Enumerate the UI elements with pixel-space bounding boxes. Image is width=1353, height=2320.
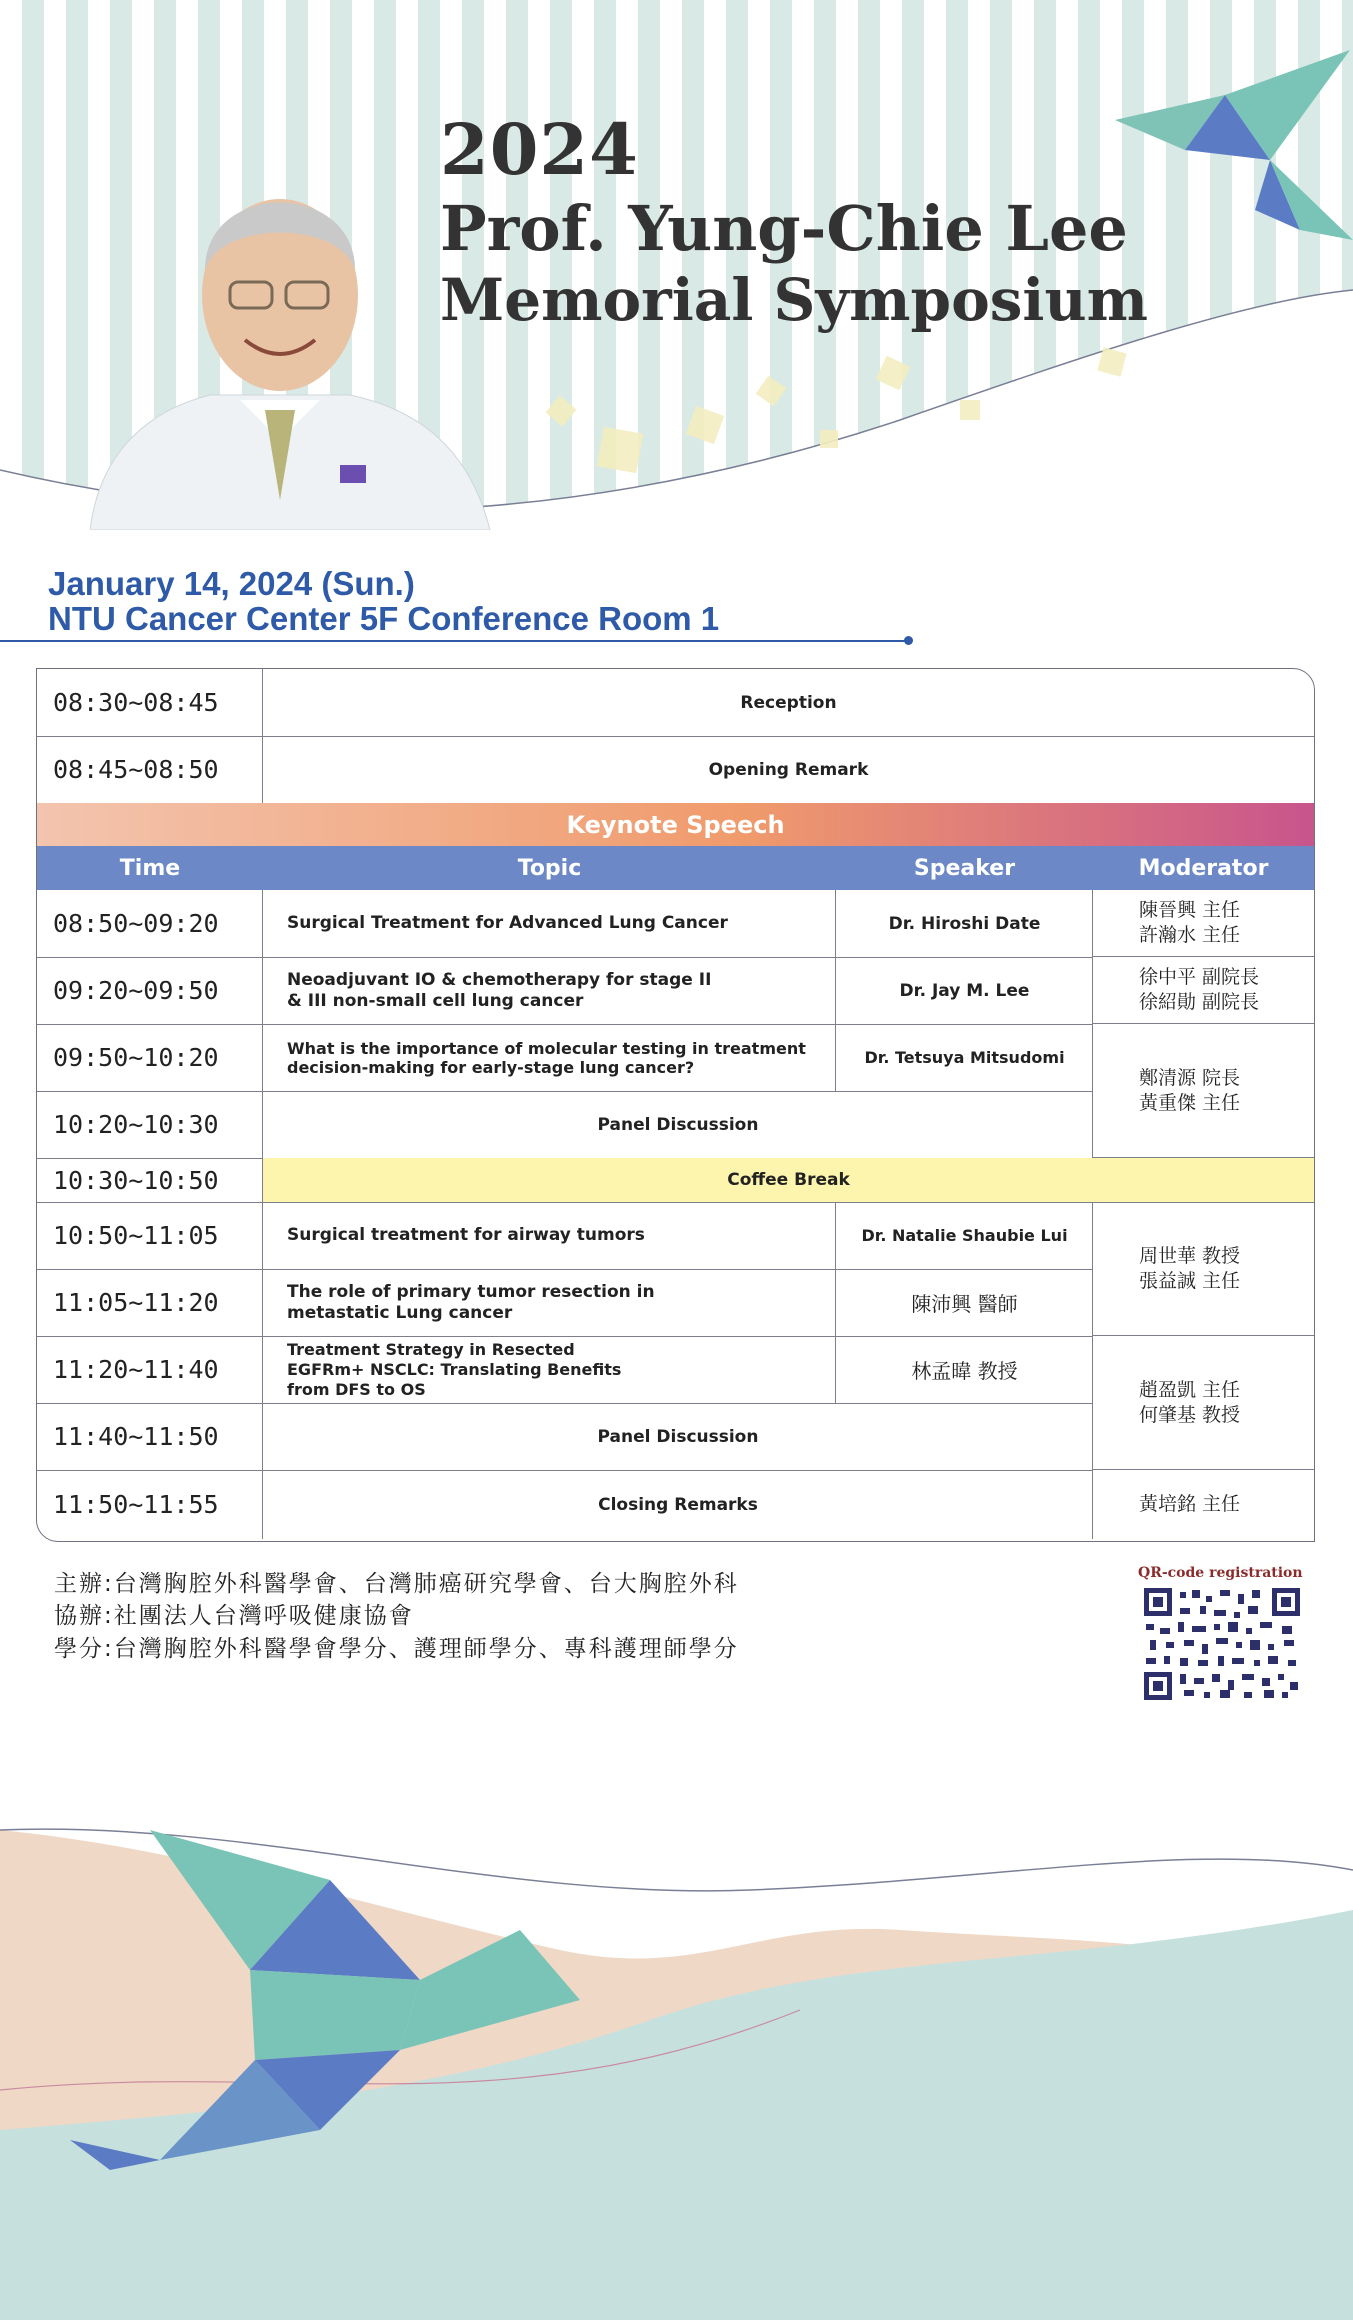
co-organizer-text: 協辦:社團法人台灣呼吸健康協會	[54, 1603, 414, 1629]
header-topic: Topic	[517, 855, 582, 881]
moderator-name: 徐紹勛 副院長	[1139, 991, 1260, 1013]
topic-cell: Surgical treatment for airway tumors	[263, 1202, 836, 1269]
reception-label: Reception	[740, 692, 837, 713]
table-row	[37, 890, 1093, 958]
table-row	[37, 1403, 1093, 1471]
time-cell: 10:30~10:50	[37, 1158, 263, 1202]
time-cell: 08:45~08:50	[37, 736, 263, 803]
time-cell: 08:50~09:20	[37, 890, 263, 957]
table-row	[37, 1336, 1093, 1404]
keynote-banner: Keynote Speech	[37, 803, 1314, 846]
panel-discussion: Panel Discussion	[597, 1426, 759, 1447]
moderator-cell	[1093, 1024, 1314, 1158]
time-cell: 09:20~09:50	[37, 957, 263, 1024]
time-cell: 09:50~10:20	[37, 1024, 263, 1091]
schedule-table	[36, 668, 1315, 1542]
table-header	[37, 846, 1314, 890]
title-name: Prof. Yung-Chie Lee	[440, 192, 1128, 265]
date-divider	[0, 640, 910, 642]
event-date: January 14, 2024 (Sun.)	[48, 565, 415, 602]
time-cell: 11:05~11:20	[37, 1269, 263, 1336]
topic-cell: Surgical Treatment for Advanced Lung Cancer	[263, 890, 836, 957]
table-row	[37, 1470, 1093, 1539]
table-row	[37, 1091, 1093, 1159]
moderator-name: 張益誠 主任	[1139, 1269, 1241, 1292]
closing-remarks: Closing Remarks	[598, 1494, 758, 1515]
qr-label: QR-code registration	[1138, 1565, 1303, 1581]
moderator-name: 何肇基 教授	[1139, 1403, 1241, 1426]
credits-text: 學分:台灣胸腔外科醫學會學分、護理師學分、專科護理師學分	[54, 1636, 739, 1662]
moderator-cell	[1093, 1470, 1314, 1539]
event-venue: NTU Cancer Center 5F Conference Room 1	[48, 600, 720, 637]
header-moderator: Moderator	[1138, 855, 1269, 881]
moderator-name: 黃培銘 主任	[1139, 1493, 1241, 1515]
speaker-cell: 林孟暐 教授	[911, 1359, 1018, 1383]
topic-cell: Neoadjuvant IO & chemotherapy for stage II & III non-small cell lung cancer	[263, 957, 836, 1024]
speaker-cell: Dr. Hiroshi Date	[888, 913, 1041, 934]
moderator-cell	[1093, 957, 1314, 1024]
header-time: Time	[119, 855, 181, 881]
title-year: 2024	[440, 108, 639, 191]
table-row	[37, 1269, 1093, 1337]
moderator-name: 許瀚水 主任	[1139, 924, 1241, 946]
speaker-cell: Dr. Natalie Shaubie Lui	[861, 1226, 1068, 1245]
date-divider-dot	[904, 636, 913, 645]
speaker-cell: Dr. Tetsuya Mitsudomi	[864, 1048, 1065, 1067]
time-cell: 11:40~11:50	[37, 1403, 263, 1470]
table-row	[37, 957, 1093, 1025]
table-row	[37, 736, 1314, 803]
moderator-name: 趙盈凱 主任	[1139, 1378, 1241, 1401]
table-row	[37, 1158, 1314, 1203]
speaker-cell: Dr. Jay M. Lee	[899, 980, 1030, 1001]
header-speaker: Speaker	[913, 855, 1016, 881]
opening-label: Opening Remark	[708, 759, 869, 780]
moderator-cell	[1093, 890, 1314, 957]
moderator-cell	[1093, 1202, 1314, 1336]
bottom-decoration	[0, 1760, 1353, 2320]
time-cell: 11:20~11:40	[37, 1336, 263, 1403]
moderator-name: 鄭清源 院長	[1139, 1066, 1241, 1089]
time-cell: 10:20~10:30	[37, 1091, 263, 1158]
table-row	[37, 669, 1314, 737]
crane-top-icon	[1115, 50, 1353, 240]
topic-cell: What is the importance of molecular testing in treatment decision-making for early-stage lung cancer?	[263, 1024, 836, 1091]
table-row	[37, 1202, 1093, 1270]
moderator-name: 徐中平 副院長	[1139, 966, 1260, 988]
moderator-name: 陳晉興 主任	[1139, 899, 1241, 921]
coffee-break: Coffee Break	[263, 1158, 1314, 1202]
time-cell: 11:50~11:55	[37, 1470, 263, 1539]
title-event: Memorial Symposium	[440, 266, 1148, 334]
moderator-cell	[1093, 1336, 1314, 1470]
moderator-name: 黃重傑 主任	[1139, 1091, 1241, 1114]
speaker-cell: 陳沛興 醫師	[911, 1292, 1018, 1316]
topic-cell: Treatment Strategy in Resected EGFRm+ NSCLC: Translating Benefits from DFS to OS	[263, 1336, 836, 1403]
qr-code-icon[interactable]	[1144, 1588, 1300, 1700]
table-row	[37, 1024, 1093, 1092]
moderator-name: 周世華 教授	[1139, 1244, 1241, 1267]
time-cell: 10:50~11:05	[37, 1202, 263, 1269]
panel-discussion: Panel Discussion	[597, 1114, 759, 1135]
organizer-text: 主辦:台灣胸腔外科醫學會、台灣肺癌研究學會、台大胸腔外科	[54, 1571, 739, 1597]
topic-cell: The role of primary tumor resection in metastatic Lung cancer	[263, 1269, 836, 1336]
time-cell: 08:30~08:45	[37, 669, 263, 736]
